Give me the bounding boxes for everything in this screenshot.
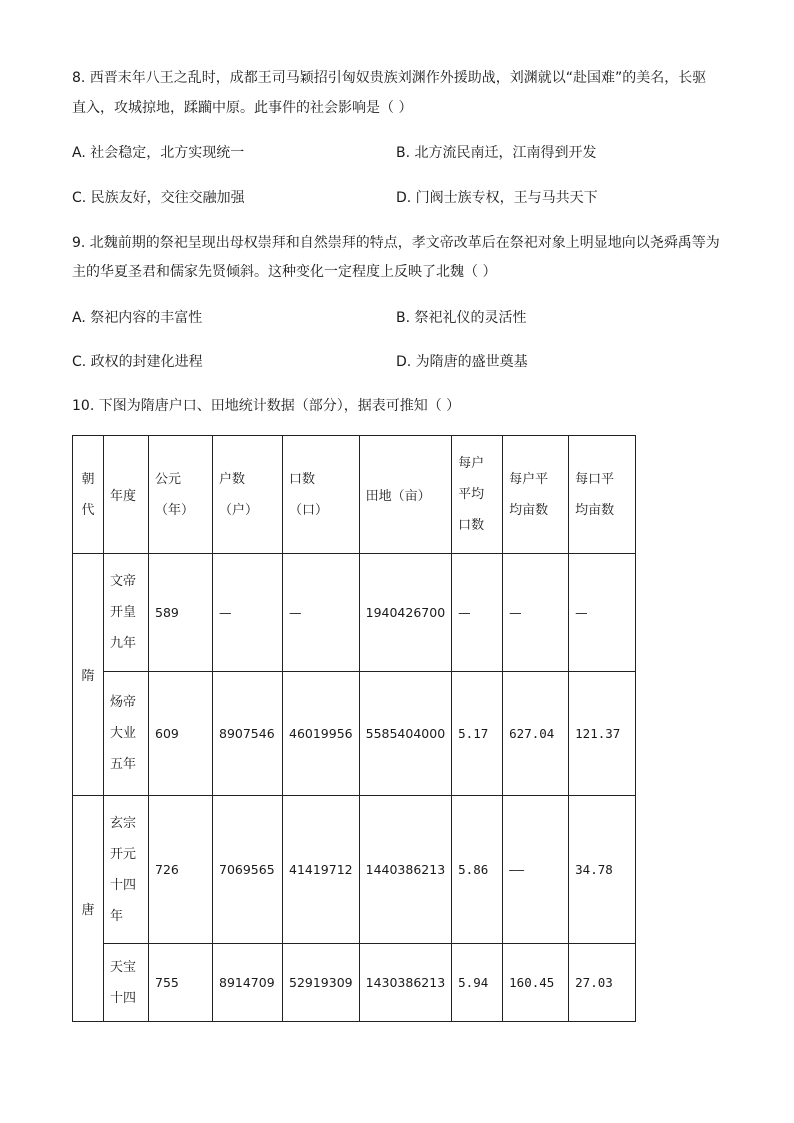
header-year: 年度 <box>104 436 149 554</box>
header-households-line: 户数 <box>219 471 246 487</box>
year-line: 开元 <box>110 846 137 862</box>
dynasty-sui: 隋 <box>73 554 104 796</box>
cell-per-household-people: 5.17 <box>452 672 503 796</box>
cell-per-person-land: — <box>569 554 636 672</box>
q9-option-d: D. 为隋唐的盛世奠基 <box>396 354 528 370</box>
header-population <box>283 436 360 554</box>
cell-households: — <box>213 554 283 672</box>
cell-year <box>104 796 149 944</box>
cell-population: 46019956 <box>283 672 360 796</box>
header-ph-line: 均亩数 <box>509 502 549 518</box>
year-line: 九年 <box>110 636 137 651</box>
cell-land: 5585404000 <box>359 672 452 796</box>
header-ph-line: 每户平 <box>509 471 549 487</box>
year-line: 文帝 <box>110 574 137 589</box>
header-dynasty-line: 代 <box>81 502 95 518</box>
table-row <box>73 796 636 944</box>
header-households <box>213 436 283 554</box>
cell-per-household-land: 160.45 <box>503 944 569 1022</box>
cell-population: 41419712 <box>283 796 360 944</box>
dynasty-tang: 唐 <box>73 796 104 1022</box>
year-line: 十四 <box>110 877 137 893</box>
cell-land: 1940426700 <box>359 554 452 672</box>
q8-option-c: C. 民族友好，交往交融加强 <box>72 190 245 206</box>
year-line: 炀帝 <box>110 695 137 710</box>
header-ad-line: （年） <box>155 502 195 518</box>
cell-per-household-people: 5.94 <box>452 944 503 1022</box>
q9-stem-line2: 主的华夏圣君和儒家先贤倾斜。这种变化一定程度上反映了北魏（ ） <box>72 264 497 280</box>
cell-per-household-people: — <box>452 554 503 672</box>
table-header-row <box>73 436 636 554</box>
year-line: 开皇 <box>110 605 137 620</box>
q9-option-a: A. 祭祀内容的丰富性 <box>72 310 203 326</box>
cell-land: 1430386213 <box>359 944 452 1022</box>
cell-per-person-land: 34.78 <box>569 796 636 944</box>
header-land: 田地（亩） <box>359 436 452 554</box>
cell-year <box>104 554 149 672</box>
header-pl-line: 均亩数 <box>575 502 615 518</box>
cell-land: 1440386213 <box>359 796 452 944</box>
year-line: 大业 <box>110 726 137 741</box>
header-per-household-land <box>503 436 569 554</box>
year-line: 玄宗 <box>110 815 137 831</box>
cell-year <box>104 944 149 1022</box>
cell-per-household-people: 5.86 <box>452 796 503 944</box>
header-pl-line: 每口平 <box>575 471 615 487</box>
statistics-table <box>72 435 636 1022</box>
cell-per-household-land: 627.04 <box>503 672 569 796</box>
table-row <box>73 672 636 796</box>
cell-per-household-land: — <box>503 554 569 672</box>
q10-stem: 10. 下图为隋唐户口、田地统计数据（部分），据表可推知（ ） <box>72 398 461 414</box>
cell-population: — <box>283 554 360 672</box>
cell-year <box>104 672 149 796</box>
header-ad <box>149 436 213 554</box>
cell-households: 8914709 <box>213 944 283 1022</box>
year-line: 五年 <box>110 757 137 772</box>
q9-option-b: B. 祭祀礼仪的灵活性 <box>396 310 527 326</box>
header-per-household-people <box>452 436 503 554</box>
header-pp-line: 口数 <box>458 518 485 533</box>
cell-per-person-land: 27.03 <box>569 944 636 1022</box>
cell-per-household-land: —— <box>503 796 569 944</box>
header-population-line: （口） <box>289 502 329 518</box>
table-row <box>73 944 636 1022</box>
q8-stem-line1: 8. 西晋末年八王之乱时，成都王司马颖招引匈奴贵族刘渊作外援助战，刘渊就以“赴国难”的美名，长驱 <box>72 70 707 86</box>
header-pp-line: 每户 <box>458 456 485 471</box>
q9-stem-line1: 9. 北魏前期的祭祀呈现出母权崇拜和自然崇拜的特点，孝文帝改革后在祭祀对象上明显地向以尧舜禹等为 <box>72 235 720 251</box>
header-households-line: （户） <box>219 502 259 518</box>
cell-ad: 609 <box>149 672 213 796</box>
header-pp-line: 平均 <box>458 487 485 502</box>
cell-ad: 726 <box>149 796 213 944</box>
q8-option-d: D. 门阀士族专权，王与马共天下 <box>396 190 598 206</box>
q8-option-a: A. 社会稳定，北方实现统一 <box>72 145 245 161</box>
q8-option-b: B. 北方流民南迁，江南得到开发 <box>396 145 597 161</box>
q9-option-c: C. 政权的封建化进程 <box>72 354 203 370</box>
header-ad-line: 公元 <box>155 471 182 487</box>
year-line: 天宝 <box>110 959 137 975</box>
header-per-person-land <box>569 436 636 554</box>
year-line: 年 <box>110 908 124 924</box>
cell-population: 52919309 <box>283 944 360 1022</box>
cell-per-person-land: 121.37 <box>569 672 636 796</box>
header-dynasty-line: 朝 <box>81 471 95 487</box>
q8-stem-line2: 直入，攻城掠地，蹂躏中原。此事件的社会影响是（ ） <box>72 100 413 116</box>
header-dynasty <box>73 436 104 554</box>
table-row <box>73 554 636 672</box>
cell-ad: 755 <box>149 944 213 1022</box>
header-population-line: 口数 <box>289 471 316 487</box>
cell-households: 8907546 <box>213 672 283 796</box>
cell-ad: 589 <box>149 554 213 672</box>
year-line: 十四 <box>110 990 137 1006</box>
cell-households: 7069565 <box>213 796 283 944</box>
